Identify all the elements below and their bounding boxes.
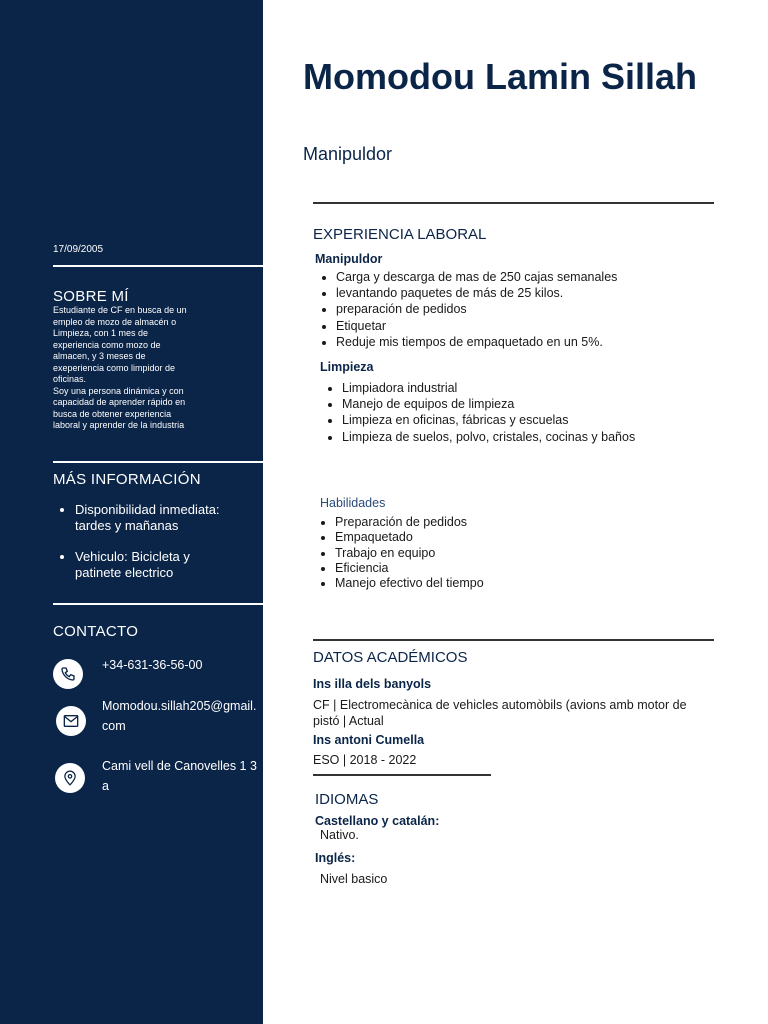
job-title: Manipuldor bbox=[315, 252, 383, 266]
list-item: • Manejo efectivo del tiempo bbox=[335, 576, 613, 591]
school-detail: CF | Electromecànica de vehicles automòbils (avions amb motor de pistó | Actual bbox=[313, 698, 687, 728]
job-role: Manipuldor bbox=[303, 144, 393, 164]
contact-phone[interactable]: +34-631-36-56-00 bbox=[102, 658, 203, 672]
page-title: Momodou Lamin Sillah bbox=[303, 56, 697, 97]
divider bbox=[53, 265, 263, 267]
list-item: • Empaquetado bbox=[335, 530, 613, 545]
language-level: Nivel basico bbox=[320, 872, 388, 886]
education-heading: DATOS ACADÉMICOS bbox=[313, 649, 468, 666]
contact-email[interactable]: Momodou.sillah205@gmail.com bbox=[102, 699, 257, 733]
experience-heading: EXPERIENCIA LABORAL bbox=[313, 226, 487, 243]
email-icon bbox=[56, 706, 86, 736]
list-item: • Carga y descarga de mas de 250 cajas semanales bbox=[336, 269, 714, 285]
divider bbox=[53, 461, 263, 463]
job-duties-list bbox=[320, 380, 720, 445]
list-item: • Limpiadora industrial bbox=[342, 380, 720, 396]
divider bbox=[53, 603, 263, 605]
birthdate: 17/09/2005 bbox=[53, 244, 104, 255]
sidebar bbox=[0, 0, 263, 1024]
list-item: • Etiquetar bbox=[336, 318, 714, 334]
language-name: Castellano y catalán: bbox=[315, 814, 440, 828]
divider bbox=[313, 639, 714, 641]
list-item: • Vehiculo: Bicicleta y patinete electrico bbox=[75, 549, 238, 581]
list-item: • Limpieza en oficinas, fábricas y escuelas bbox=[342, 412, 720, 428]
location-pin-icon bbox=[55, 763, 85, 793]
more-info-heading: MÁS INFORMACIÓN bbox=[53, 471, 201, 488]
list-item: • Manejo de equipos de limpieza bbox=[342, 396, 720, 412]
language-name: Inglés: bbox=[315, 851, 356, 865]
school-name: Ins illa dels banyols bbox=[313, 677, 432, 691]
list-item: • levantando paquetes de más de 25 kilos. bbox=[336, 285, 714, 301]
contact-address: Cami vell de Canovelles 1 3 a bbox=[102, 759, 257, 793]
list-item: • preparación de pedidos bbox=[336, 301, 714, 317]
divider bbox=[313, 774, 491, 776]
divider bbox=[313, 202, 714, 204]
list-item: • Preparación de pedidos bbox=[335, 515, 613, 530]
school-detail: ESO | 2018 - 2022 bbox=[313, 753, 417, 767]
job-duties-list bbox=[314, 269, 714, 350]
about-heading: SOBRE MÍ bbox=[53, 288, 129, 305]
language-level: Nativo. bbox=[320, 828, 359, 842]
list-item: • Trabajo en equipo bbox=[335, 546, 613, 561]
list-item: • Reduje mis tiempos de empaquetado en un 5%. bbox=[336, 334, 714, 350]
job-title: Limpieza bbox=[320, 360, 374, 374]
list-item: • Disponibilidad inmediata: tardes y mañanas bbox=[75, 502, 238, 534]
list-item: • Limpieza de suelos, polvo, cristales, cocinas y baños bbox=[342, 429, 720, 445]
list-item: • Eficiencia bbox=[335, 561, 613, 576]
skills-heading: Habilidades bbox=[320, 496, 386, 510]
more-info-list bbox=[53, 502, 238, 596]
phone-icon bbox=[53, 659, 83, 689]
about-text: Estudiante de CF en busca de un empleo de mozo de almacén o Limpieza, con 1 mes de experiencia como mozo de almacen, y 3 meses de exeperiencia como limpidor de oficinas. Soy una persona dinámica y con capacidad de aprender rápido en busca de obtener experiencia laboral y aprender de la industria bbox=[53, 305, 187, 430]
skills-list bbox=[313, 515, 613, 591]
school-name: Ins antoni Cumella bbox=[313, 733, 425, 747]
languages-heading: IDIOMAS bbox=[315, 791, 379, 808]
contact-heading: CONTACTO bbox=[53, 623, 139, 640]
